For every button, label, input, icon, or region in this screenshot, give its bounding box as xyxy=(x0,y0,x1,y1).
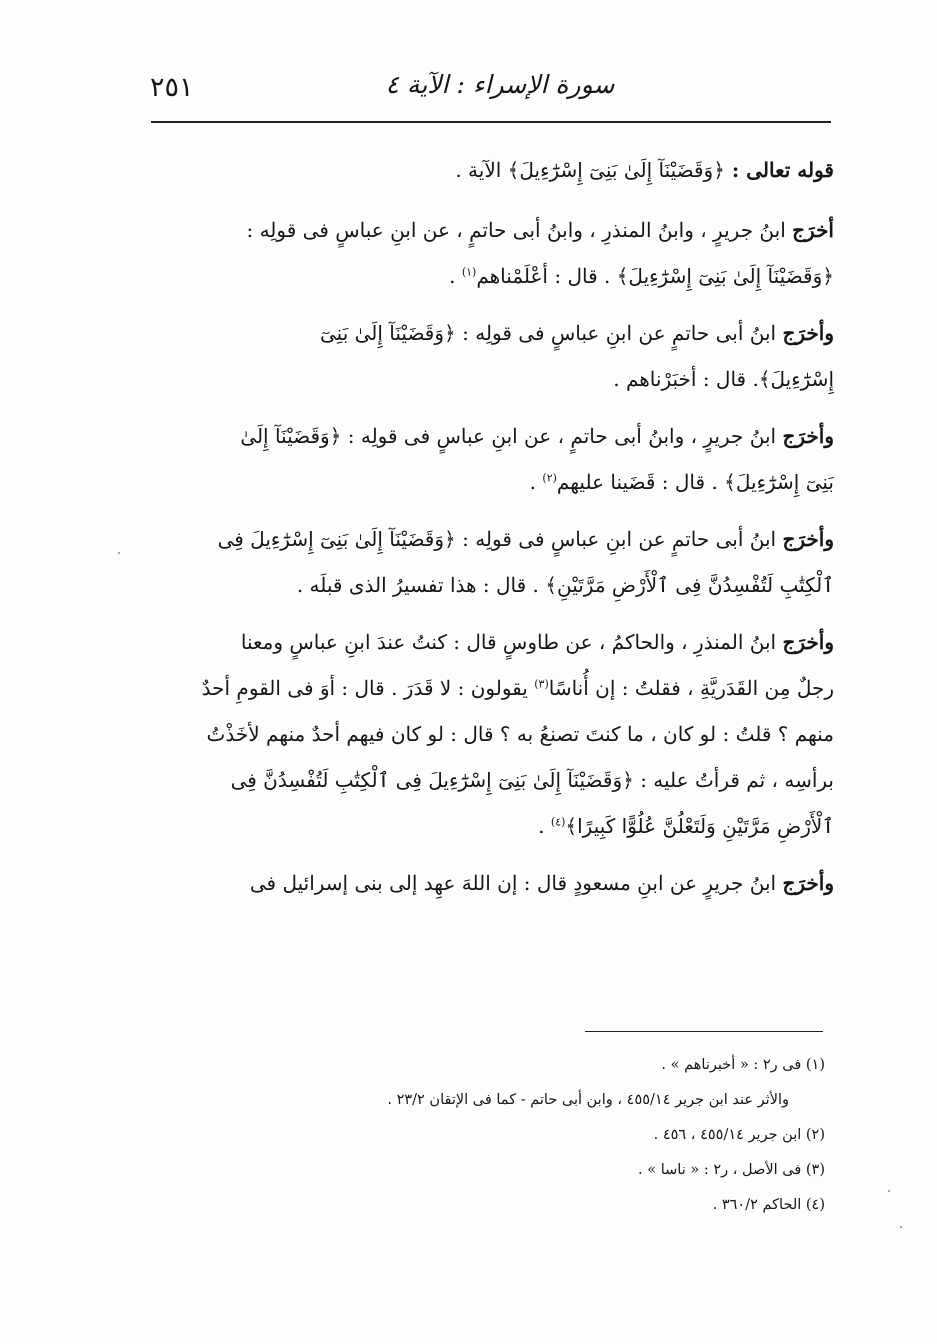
text-segment: ابنُ المنذرِ ، والحاكمُ ، عن طاوسٍ قال : كنتُ عندَ ابنِ عباسٍ ومعنا xyxy=(240,630,783,654)
quran-quote: إِسْرَٰٓءِيلَ﴾ xyxy=(758,367,834,391)
footnote-ref: (٢) xyxy=(542,471,557,485)
text-segment: ابنُ أبى حاتمٍ عن ابنِ عباسٍ فى قولِه : xyxy=(455,527,783,551)
text-segment: . قال : أخبَرْناهم . xyxy=(613,367,759,391)
footnote: (٤) الحاكم ٣٦٠/٢ . xyxy=(712,1197,825,1213)
narration-lead: وأخرَج xyxy=(782,871,834,895)
quran-quote: ﴿وَقَضَيْنَآ إِلَىٰ بَنِىٓ إِسْرَٰٓءِيلَ فِى xyxy=(217,527,456,551)
footnotes xyxy=(240,1048,825,1223)
text-segment: . قال : أعْلَمْناهم xyxy=(476,264,617,288)
header-rule xyxy=(151,121,831,123)
narration-lead: أخرَج xyxy=(792,218,834,242)
footnote-ref: (١) xyxy=(461,265,477,279)
text-segment: منهم ؟ قلتُ : لو كان ، ما كنتَ تصنعُ به ؟ قال : لو كان فيهم أحدٌ منهم لأخَذْتُ xyxy=(206,722,834,746)
quran-quote: ٱلْأَرْضِ مَرَّتَيْنِ وَلَتَعْلُنَّ عُلُوًّا كَبِيرًا﴾ xyxy=(565,814,834,838)
text-line xyxy=(148,459,834,505)
quran-quote: ٱلْكِتَٰبِ لَتُفْسِدُنَّ فِى ٱلْأَرْضِ مَرَّتَيْنِ﴾ xyxy=(545,573,834,597)
quran-quote: بَنِىٓ إِسْرَٰٓءِيلَ﴾ xyxy=(724,470,834,494)
text-line xyxy=(148,147,834,193)
text-segment: ابنُ جريرٍ ، وابنُ أبى حاتمٍ ، عن ابنِ عباسٍ فى قولِه : xyxy=(341,424,783,448)
text-line xyxy=(148,860,834,906)
text-segment: . xyxy=(449,264,462,288)
paragraph xyxy=(148,310,834,402)
quran-quote: ﴿وَقَضَيْنَآ إِلَىٰ بَنِىٓ xyxy=(319,321,456,345)
narration-lead: قوله تعالى : xyxy=(724,158,834,182)
text-line xyxy=(148,665,834,711)
narration-lead: وأخرَج xyxy=(782,424,834,448)
body-text xyxy=(148,147,834,917)
page-header xyxy=(150,68,830,116)
paragraph xyxy=(148,516,834,608)
footnote-rule xyxy=(585,1031,823,1032)
narration-lead: وأخرَج xyxy=(782,527,834,551)
paragraph xyxy=(148,207,834,299)
text-segment: ابنُ أبى حاتمٍ عن ابنِ عباسٍ فى قولِه : xyxy=(455,321,783,345)
page-number: ٢٥١ xyxy=(150,72,194,103)
narration-lead: وأخرَج xyxy=(782,321,834,345)
paragraph xyxy=(148,147,834,193)
text-segment: برأسِه ، ثم قرأتُ عليه : xyxy=(633,768,834,792)
text-line xyxy=(148,310,834,356)
text-line xyxy=(148,413,834,459)
paragraph xyxy=(148,413,834,505)
quran-quote: ﴿وَقَضَيْنَآ إِلَىٰ xyxy=(240,424,342,448)
text-line xyxy=(148,711,834,757)
text-line xyxy=(148,803,834,849)
quran-quote: ﴿وَقَضَيْنَآ إِلَىٰ بَنِىٓ إِسْرَٰٓءِيلَ﴾ xyxy=(616,264,834,288)
text-segment: يقولون : لا قَدَرَ . قال : أوَ فى القومِ أحدٌ xyxy=(201,676,535,700)
paragraph xyxy=(148,619,834,849)
text-segment: . xyxy=(529,470,543,494)
narration-lead: وأخرَج xyxy=(782,630,834,654)
text-line xyxy=(148,562,834,608)
text-segment: ابنُ جريرٍ عن ابنِ مسعودٍ قال : إن اللهَ عهِد إلى بنى إسرائيل فى xyxy=(249,871,783,895)
scan-speck xyxy=(900,1226,902,1228)
scan-speck xyxy=(118,552,120,554)
quran-quote: ﴿وَقَضَيْنَآ إِلَىٰ بَنِىٓ إِسْرَٰٓءِيلَ فِى ٱلْكِتَٰبِ لَتُفْسِدُنَّ فِى xyxy=(230,768,634,792)
footnote-ref: (٣) xyxy=(534,677,549,691)
text-segment: ابنُ جريرٍ ، وابنُ المنذرِ ، وابنُ أبى حاتمٍ ، عن ابنِ عباسٍ فى قولِه : xyxy=(246,218,793,242)
text-line xyxy=(148,516,834,562)
footnote: (١) فى ر٢ : « أخبرناهم » . xyxy=(661,1057,825,1073)
text-line xyxy=(148,356,834,402)
scan-speck xyxy=(888,1190,890,1192)
text-line xyxy=(148,757,834,803)
quran-quote: ﴿وَقَضَيْنَآ إِلَىٰ بَنِىٓ إِسْرَٰٓءِيلَ﴾ xyxy=(507,158,725,182)
text-segment: الآية . xyxy=(455,158,508,182)
text-line xyxy=(148,253,834,299)
paragraph xyxy=(148,860,834,906)
text-segment: . قال : قَضَينا عليهم xyxy=(556,470,725,494)
text-segment: . xyxy=(538,814,551,838)
text-line xyxy=(148,207,834,253)
footnote-continuation: والأثر عند ابن جرير ٤٥٥/١٤ ، وابن أبى حاتم - كما فى الإتقان ٢٣/٢ . xyxy=(387,1092,789,1108)
text-segment: رجلٌ مِن القَدَريَّةِ ، فقلتُ : إن أُناسًا xyxy=(548,676,834,700)
running-title: سورة الإسراء : الآية ٤ xyxy=(385,70,615,99)
footnote: (٢) ابن جرير ٤٥٥/١٤ ، ٤٥٦ . xyxy=(653,1127,825,1143)
footnote-ref: (٤) xyxy=(550,815,566,829)
text-segment: . قال : هذا تفسيرُ الذى قبلَه . xyxy=(296,573,546,597)
footnote: (٣) فى الأصل ، ر٢ : « ناسا » . xyxy=(638,1162,825,1178)
text-line xyxy=(148,619,834,665)
